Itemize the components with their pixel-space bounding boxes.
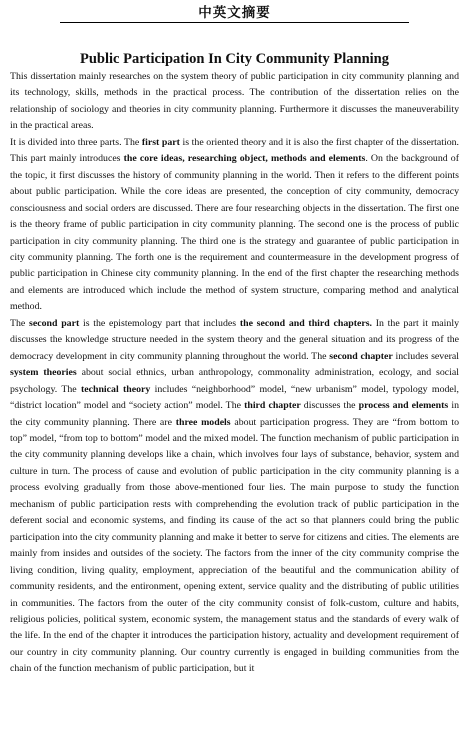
text-run: includes “neighborhood” model, “new urbanism” model, typology model, “district location” model and “society action” model. The — [10, 383, 459, 412]
abstract-paragraph — [10, 316, 459, 678]
abstract-paragraph — [10, 69, 459, 135]
bold-text-run: system theories — [10, 367, 77, 379]
document-title: Public Participation In City Community Planning — [80, 51, 389, 67]
text-run: is the epistemology part that includes — [79, 317, 240, 329]
text-run: The — [10, 317, 30, 329]
text-run: in the city community planning. There are — [10, 400, 459, 428]
bold-text-run: the second and third chapters. — [239, 317, 373, 329]
abstract-paragraph — [10, 135, 459, 316]
bold-text-run: second chapter — [329, 350, 393, 362]
abstract-body — [10, 69, 459, 678]
text-run: It is divided into three parts. The — [10, 136, 142, 148]
text-run: In the part it mainly discusses the knowledge structure needed in the system theory and the general situation and its progress of the democracy development in city community planning throughout the world. The — [10, 317, 459, 362]
page-header: 中英文摘要 — [60, 0, 409, 23]
bold-text-run: third chapter — [244, 400, 301, 412]
text-run: about social ethnics, urban anthropology, commonality administration, ecology, and social psychology. The — [10, 367, 459, 395]
text-run: is the oriented theory and it is also the first chapter of the dissertation. This part mainly introduces — [10, 136, 460, 165]
text-run: . On the background of the topic, it first discusses the history of community planning in the world. Then it refers to the different points about public participation. While the core ideas are presented, the conception of city community, democracy consciousness and social orders are discussed. There are four researching objects in the dissertation. The first one is the theory frame of public participation in city community planning. The second one is the process of public participation in city community planning. The third one is the strategy and guarantee of public participation in city community planning. The forth one is the requirement and countermeasure in the development progress of public participation in Chinese city community planning. In the end of the first chapter the researching methods and elements are introduced which include the method of system structure, comparing method and analytical method. — [10, 153, 459, 313]
bold-text-run: second part — [29, 317, 80, 329]
text-run: about participation progress. They are “from bottom to top” model, “from top to bottom” model and the mixed model. The function mechanism of public participation in the city community planning develops like a chain, which involves four lays of substance, behavior, system and culture in turn. The process of cause and evolution of public participation in the city community planning is a process evolving gradually from those above-mentioned four lies. The main purpose to study the function mechanism of public participation rests with comprehending the evolution track of public participation in the deferent social and economic systems, and finding its cause of the act so that planners could bring the public participation into the city community planning and make it better to serve for citizens and cities. The elements are mainly from insides and outsides of the society. The factors from the inner of the city community comprise the living condition, living quality, employment, appreciation of the beautiful and the communication ability of community residents, and the entironment, opening extent, service quality and the distributing of public utilities in communities. The factors from the outer of the city community consist of folk-custom, culture and habits, religious policies, political system, economic system, the management status and the standards of every walk of the life. In the end of the chapter it introduces the participation history, actuality and development requirement of our country in city community planning. Our country currently is engaged in building communities from the chain of the function mechanism of public participation, but it — [10, 416, 459, 675]
bold-text-run: process and elements — [358, 400, 449, 412]
bold-text-run: first part — [141, 136, 180, 148]
bold-text-run: three models — [175, 416, 231, 428]
bold-text-run: the core ideas, researching object, methods and elements — [123, 153, 366, 165]
text-run: This dissertation mainly researches on the system theory of public participation in city community planning and its technology, skills, methods in the practical process. The contribution of the dissertation relies on the relationship of sociology and theories in city community planning. Furthermore it discusses the maneuverability in the practical areas. — [10, 71, 459, 132]
bold-text-run: technical theory — [80, 383, 151, 395]
text-run: includes several — [392, 350, 459, 362]
text-run: discusses the — [300, 400, 359, 412]
